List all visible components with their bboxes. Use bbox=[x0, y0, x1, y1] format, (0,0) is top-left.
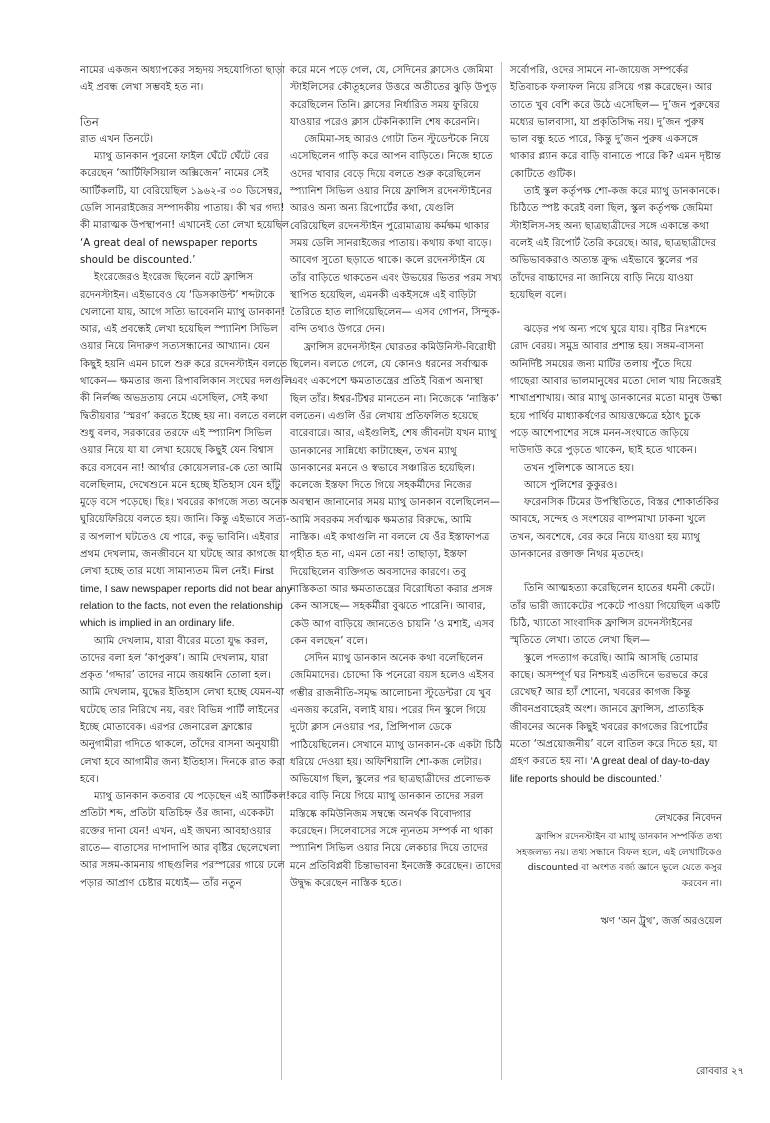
paragraph: ফ্রান্সিস রদেনস্টাইন ঘোরতর কমিউনিস্ট-বিরোধী ছিলেন। বলতে গেলে, যে কোনও ধরনের সর্বাত্মক এবং একপেশে ক্ষমতাতন্ত্রের প্রতিই বিরূপ অনাস্থা ছিল তাঁর। ঈশ্বর-টিশ্বর মানতেন না। নিজেকে ‘নাস্তিক’ বলতেন। এগুলি ওঁর লেখায় প্রতিফলিত হয়েছে বারেবারে। আর, এইগুলিই, শেষ জীবনটা যখন ম্যাথু ডানকানের সান্নিধ্যে কাটাচ্ছেন, তখন ম্যাথু ডানকানের মননে ও স্বভাবে সঞ্চারিত হয়েছিল। কলেজে ইস্তফা দিতে গিয়ে সহকর্মীদের নিজের অবস্থান জানানোর সময় ম্যাথু ডানকান বলেছিলেন— আমি সবরকম সর্বাত্মক ক্ষমতার বিরুদ্ধে, আমি নাস্তিক। এই কথাগুলি না বললে যে ওঁর ইস্তাফাপত্র গৃহীত হত না, এমন তো নয়! তাছাড়া, ইস্তফা দিয়েছিলেন ব্যক্তিগত অবসাদের কারণে। তবু নাস্তিকতা আর ক্ষমতাতন্ত্রের বিরোধিতা করার প্রসঙ্গ কেন আসছে— সহকর্মীরা বুঝতে পারেনি। আবার, কেউ আগ বাড়িয়ে জানতেও চায়নি ‘ও মশাই, এসব কেন বলছেন’ বলে। bbox=[290, 341, 500, 647]
paragraph-text: ইংরেজেরও ইংরেজ ছিলেন বটে ফ্রান্সিস রদেনস্টাইন। এইভাবেও যে ‘ডিসকাউন্ট’ শব্দটাকে খেলানো যায়, আগে সত্যি ভাবেননি ম্যাথু ডানকান! আর, এই প্রবন্ধেই লেখা হয়েছিল স্প্যানিশ সিভিল ওয়ার নিয়ে নিদারুণ সত্যসন্ধানের আখ্যান। যেন কিছুই হয়নি এমন চালে শুরু করে রদেনস্টাইন বলতে থাকেন— ক্ষমতার জন্য রিপাবলিকান সংঘের দলগুলি কী নির্লজ্জ অভদ্রতায় নেমে এসেছিল, সেই কথা দ্বিতীয়বার ‘স্মরণ’ করতে ইচ্ছে হয় না। বলতে বললে শুধু বলব, সরকারের তরফে এই স্প্যানিশ সিভিল ওয়ার নিয়ে যা যা লেখা হয়েছে কিছুই যেন বিশ্বাস করে বসবেন না! আর্থার কোয়েসলার-কে তো আমি বলেছিলাম, দেখেশুনে মনে হচ্ছে ইতিহাস যেন হাঁটু মুড়ে বসে পড়েছে। ছিঃ। খবরের কাগজে সত্য অনেক ঘুরিয়েফিরিয়ে বলতে হয়। জানি। কিন্তু এইভাবে সত্য-র অপলাপ ঘটতেও যে পারে, কভু ভাবিনি। এইবার প্রথম দেখলাম, জনজীবনে যা ঘটছে আর কাগজে যা লেখা হচ্ছে তার মধ্যে সামান্যতম মিল নেই। bbox=[80, 272, 292, 578]
author-note-body: ফ্রান্সিস রদেনস্টাইন বা ম্যাথু ডানকান সম্পর্কিত তথ্য সহজলভ্য নয়। তথ্য সন্ধানে বিফল হলে, এই লেখাটিকেও discounted বা অংশত বর্জ্য জ্ঞানে ভুলে যেতে কসুর করবেন না। bbox=[516, 831, 722, 889]
section-heading: তিন bbox=[80, 114, 99, 129]
paragraph: ম্যাথু ডানকান পুরনো ফাইল ঘেঁটে ঘেঁটে বের করেছেন ‘আর্টিফিসিয়াল অক্সিজেন’ নামের সেই আর্টিকলটি, যা বেরিয়েছিল ১৯৬২-র ৩০ ডিসেম্বর, ডেলি সানরাইজের সম্পাদকীয় পাতায়। কী খর গদ্য! কী মারাত্মক উপস্থাপনা! এখানেই তো লেখা হয়েছিল ‘A great deal of newspaper reports should be discounted.’ bbox=[80, 151, 290, 266]
paragraph: আসে পুলিশের কুকুরও। bbox=[524, 479, 618, 491]
letter-quote bbox=[510, 650, 722, 788]
paragraph: সেদিন ম্যাথু ডানকান অনেক কথা বলেছিলেন জেমিমাদের। চোদ্দো কি পনেরো বয়স হলেও এইসব গম্ভীর রাজনীতি-সমৃদ্ধ আলোচনা স্টুডেন্টরা যে খুব এনজয় করেনি, বলাই যায়। পরের দিন স্কুলে গিয়ে দুটো ক্লাস নেওয়ার পর, প্রিন্সিপাল ডেকে পাঠিয়েছিলেন। সেখানে ম্যাথু ডানকান-কে একটা চিঠি ধরিয়ে দেওয়া হয়। অফিশিয়ালি শো-কজ লেটার। অভিযোগ ছিল, স্কুলের পর ছাত্রছাত্রীদের প্রলোভক করে বাড়ি নিয়ে গিয়ে ম্যাথু ডানকান তাদের সরল মস্তিষ্কে কমিউনিজম সম্বন্ধে অনর্থক বিবোদ্গার করেছেন। সিলেবাসের সঙ্গে ন্যূনতম সম্পর্ক না থাকা স্প্যানিশ সিভিল ওয়ার নিয়ে লেকচার দিয়ে তাদের মনে প্রতিবিপ্লবী চিন্তাভাবনা ইনজেক্ট করেছেন। তাদের উদ্বুদ্ধ করেছেন নাস্তিক হতে। bbox=[290, 653, 502, 889]
paragraph: তখন পুলিশকে আসতে হয়। bbox=[524, 462, 635, 474]
paragraph: করে মনে পড়ে গেল, যে, সেদিনের ক্লাসেও জেমিমা স্টাইলিসের কৌতূহলের উত্তরে অতীতের ঝুড়ি উপুড় করেছিলেন তিনি। ক্লাসের নির্ধারিত সময় ফুরিয়ে যাওয়ার পরেও ক্লাস টেকনিক্যালি শেষ করেননি। bbox=[290, 65, 497, 128]
paragraph: ফরেনসিক টিমের উপস্থিতিতে, বিস্তর শোকার্তকির আবহে, সন্দেহ ও সংশয়ের বাষ্পমাখা ঢাকনা খুলে তখন, অবশেষে, বের করে নিয়ে যাওয়া হয় ম্যাথু ডানকানের রক্তাক্ত নিথর মৃতদেহ। bbox=[510, 497, 719, 561]
paragraph: তাই স্কুল কর্তৃপক্ষ শো-কজ করে ম্যাথু ডানকানকে। চিঠিতে স্পষ্ট করেই বলা ছিল, স্কুল কর্তৃপক্ষ জেমিমা স্টাইলিস-সহ অন্য ছাত্রছাত্রীদের সঙ্গে একান্তে কথা বলেই এই রিপোর্ট তৈরি করেছে। আর, ছাত্রছাত্রীদের অভিভাবকরাও অত্যন্ত ক্রুদ্ধ এইভাবে স্কুলের পর তাঁদের বাচ্চাদের না জানিয়ে বাড়ি নিয়ে যাওয়া হয়েছিল বলে। bbox=[510, 186, 720, 301]
paragraph: সর্বোপরি, ওদের সামনে না-জায়েজ সম্পর্কের ইতিবাচক ফলাফল নিয়ে রসিয়ে গল্প করেছেন। আর তাতে খুব বেশি করে উঠে এসেছিল— দু’জন পুরুষের মধ্যের ভালবাসা, যা প্রকৃতিসিদ্ধ নয়। দু’জন পুরুষ ভাল বন্ধু হতে পারে, কিন্তু দু’জন পুরুষ একসঙ্গে থাকার প্ল্যান করে বাড়ি বানাতে পারে কি? এমন দৃষ্টান্ত কোটিতে গুটিক। bbox=[510, 65, 722, 180]
text-column-1 bbox=[80, 62, 292, 892]
paragraph: তিনি আত্মহত্যা করেছিলেন হাতের ধমনী কেটে। তাঁর ভারী জ্যাকেটের পকেটে পাওয়া গিয়েছিল একটি চিঠি, খ্যাতো সাংবাদিক ফ্রান্সিস রদেনস্টাইনের স্মৃতিতে লেখা। তাতে লেখা ছিল— bbox=[510, 583, 720, 647]
text-column-2 bbox=[290, 62, 502, 892]
paragraph: নামের একজন অধ্যাপকের সহৃদয় সহযোগিতা ছাড়া এই প্রবন্ধ লেখা সম্ভবই হত না। bbox=[80, 65, 286, 94]
paragraph: রাত এখন তিনটে। bbox=[80, 133, 154, 145]
paragraph: ম্যাথু ডানকান কতবার যে পড়েছেন এই আর্টিকল! প্রতিটা শব্দ, প্রতিটা যতিচিহ্ন ওঁর জানা, একেকটা রক্তের দানা যেন! এখন, এই জঘন্য আবহাওয়ার রাতে— বাতাসের দাপাদাপি আর বৃষ্টির ছেলেখেলা আর সঙ্গম-কামনায় গাছগুলির পরস্পরের গায়ে ঢলে পড়ার আপ্রাণ চেষ্টার মধ্যেই— তাঁর নতুন bbox=[80, 791, 291, 889]
paragraph: জেমিমা-সহ আরও গোটা তিন স্টুডেন্টকে নিয়ে এসেছিলেন গাড়ি করে আপন বাড়িতে। নিজে হাতে ওদের খাবার বেড়ে দিয়ে বলতে শুরু করেছিলেন স্প্যানিশ সিভিল ওয়ার নিয়ে ফ্রান্সিস রদেনস্টাইনের আরও অন্য অন্য রিপোর্টের কথা, যেগুলি বেরিয়েছিল রদেনস্টাইন পুরোমাত্রায় কর্মক্ষম থাকার সময় ডেলি সানরাইজের পাতায়। কথায় কথা বাড়ে। আবেগ সুতো ছড়াতে থাকে। কলে রদেনস্টাইন যে তাঁর বাড়িতে থাকতেন এবং উভয়ের ভিতর পরম সখ্য স্থাপিত হয়েছিল, এমনকী একইসঙ্গে এই বাড়িটা তৈরিতে হাত লাগিয়েছিলেন— এসব গোপন, সিন্দুক-বন্দি তথ্যও উগরে দেন। bbox=[290, 134, 502, 336]
english-quote: First time, I saw newspaper reports did not bear any relation to the facts, not even the relationship which is implied in an ordinary life. bbox=[80, 566, 292, 630]
credit-line: ঋণ ‘অন ট্রুথ’, জর্জ অরওয়েল bbox=[600, 916, 722, 928]
paragraph: আমি দেখলাম, যারা বীরের মতো যুদ্ধ করল, তাদের বলা হল ‘কাপুরুষ’। আমি দেখলাম, যারা প্রকৃত ‘গদ্দার’ তাদের নামে জয়ধ্বনি তোলা হল। আমি দেখলাম, যুদ্ধের ইতিহাস লেখা হচ্ছে যেমন-যা ঘটেছে তার নিরিখে নয়, বরং বিভিন্ন পার্টি লাইনের ইচ্ছে মোতাবেক। এরপর জেনারেল ফ্রাঙ্কোর অনুগামীরা গদিতে থাকলে, তাঁদের বাসনা অনুযায়ী লেখা হবে আগামীর জন্য ইতিহাস। দিনকে রাত করা হবে। bbox=[80, 635, 285, 785]
paragraph: ঝড়ের পথ অন্য পথে ঘুরে যায়। বৃষ্টির নিঃশব্দে রোদ বেরয়। সমুদ্র আবার প্রশান্ত হয়। সঙ্গম-বাসনা অনির্দিষ্ট সময়ের জন্য মাটির তলায় পুঁতে দিয়ে গাছেরা আবার ভালমানুষের মতো দোল খায় নিজেরই শাখাপ্রশাখায়। আর ম্যাথু ডানকানের মতো মানুষ উল্কা হয়ে পার্থিব মাধ্যাকর্ষণের আয়ত্তক্ষেত্রে হঠাৎ চুকে পড়ে আশেপাশের সঙ্গে মনন-সংঘাতে জড়িয়ে দাউদাউ করে পুড়তে থাকেন, ছাই হতে থাকেন। bbox=[510, 324, 722, 457]
page-folio: রোববার ২৭ bbox=[695, 1066, 744, 1077]
paragraph bbox=[80, 269, 292, 632]
author-note-title: লেখকের নিবেদন bbox=[654, 812, 722, 824]
letter-text: স্কুলে পদত্যাগ করেছি। আমি আসছি তোমার কাছে। অসম্পূর্ণ ঘর নিশ্চয়ই এতদিনে ভরভরে করে রেখেছ? আর হ্যাঁ শোনো, খবরের কাগজ কিন্তু জীবনপ্রবাহেরই অংশ। জানবে ফ্রান্সিস, প্রাত্যহিক জীবনের অনেক কিছুই খবরের কাগজের রিপোর্টের মতো ‘অপ্রয়োজনীয়’ বলে বাতিল করে দিতে হয়, যা গ্রহণ করতে হয় না। bbox=[510, 652, 718, 768]
text-column-3 bbox=[510, 62, 722, 930]
english-quote: ‘A great deal of day-to-day life reports should be discounted.’ bbox=[510, 756, 710, 785]
